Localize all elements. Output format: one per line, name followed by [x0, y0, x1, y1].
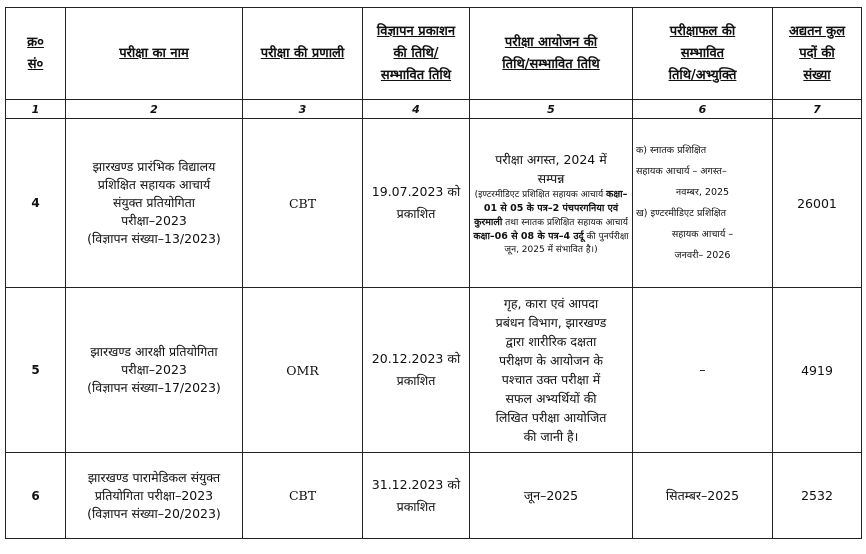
exam-name: झारखण्ड पारामेडिकल संयुक्त प्रतियोगिता परीक्षा–2023 (विज्ञापन संख्या–20/2023) [66, 453, 243, 539]
column-number: 4 [363, 100, 470, 119]
exam-system: OMR [243, 288, 363, 453]
table-row [6, 288, 862, 453]
exam-date-note: (इण्टरमीडिएट प्रशिक्षित सहायक आचार्य कक्षा–01 से 05 के पत्र–2 पंचपरगनिया एवं कुरमाली तथा स्नातक प्रशिक्षित सहायक आचार्य कक्षा–06 से 08 के पत्र–4 उर्दू की पुनर्परीक्षा जून, 2025 में संभावित है।) [473, 188, 629, 255]
exam-schedule-table [5, 7, 862, 539]
exam-date: गृह, कारा एवं आपदा प्रबंधन विभाग, झारखण्ड द्वारा शारीरिक दक्षता परीक्षण के आयोजन के पश्चात उक्त परीक्षा में सफल अभ्यर्थियों की लिखित परीक्षा आयोजित की जानी है। [470, 288, 633, 453]
result-date: क) स्नातक प्रशिक्षित सहायक आचार्य – अगस्त– नवम्बर, 2025 ख) इण्टरमीडिएट प्रशिक्षित सहायक आचार्य – जनवरी– 2026 [633, 119, 773, 288]
ad-date: 20.12.2023 को प्रकाशित [363, 288, 470, 453]
header-exam-date: परीक्षा आयोजन की तिथि/सम्भावित तिथि [470, 8, 633, 100]
serial-number: 4 [6, 119, 66, 288]
column-number: 5 [470, 100, 633, 119]
column-number: 1 [6, 100, 66, 119]
header-ad-date: विज्ञापन प्रकाशन की तिथि/ सम्भावित तिथि [363, 8, 470, 100]
total-posts: 26001 [773, 119, 862, 288]
exam-name: झारखण्ड आरक्षी प्रतियोगिता परीक्षा–2023 (विज्ञापन संख्या–17/2023) [66, 288, 243, 453]
exam-date: जून–2025 [470, 453, 633, 539]
serial-number: 6 [6, 453, 66, 539]
header-serial: क्र० सं० [6, 8, 66, 100]
result-date: सितम्बर–2025 [633, 453, 773, 539]
serial-number: 5 [6, 288, 66, 453]
table-row [6, 453, 862, 539]
column-number-row [6, 100, 862, 119]
exam-system: CBT [243, 119, 363, 288]
table-row [6, 119, 862, 288]
exam-date: परीक्षा अगस्त, 2024 में सम्पन्न (इण्टरमीडिएट प्रशिक्षित सहायक आचार्य कक्षा–01 से 05 के पत्र–2 पंचपरगनिया एवं कुरमाली तथा स्नातक प्रशिक्षित सहायक आचार्य कक्षा–06 से 08 के पत्र–4 उर्दू की पुनर्परीक्षा जून, 2025 में संभावित है।) [470, 119, 633, 288]
header-exam-system: परीक्षा की प्रणाली [243, 8, 363, 100]
header-row [6, 8, 862, 100]
header-total-posts: अद्यतन कुल पदों की संख्या [773, 8, 862, 100]
header-exam-name: परीक्षा का नाम [66, 8, 243, 100]
column-number: 6 [633, 100, 773, 119]
column-number: 3 [243, 100, 363, 119]
total-posts: 2532 [773, 453, 862, 539]
ad-date: 19.07.2023 को प्रकाशित [363, 119, 470, 288]
total-posts: 4919 [773, 288, 862, 453]
header-result-date: परीक्षाफल की सम्भावित तिथि/अभ्युक्ति [633, 8, 773, 100]
result-date: – [633, 288, 773, 453]
exam-system: CBT [243, 453, 363, 539]
exam-name: झारखण्ड प्रारंभिक विद्यालय प्रशिक्षित सहायक आचार्य संयुक्त प्रतियोगिता परीक्षा–2023 (विज्ञापन संख्या–13/2023) [66, 119, 243, 288]
ad-date: 31.12.2023 को प्रकाशित [363, 453, 470, 539]
column-number: 2 [66, 100, 243, 119]
column-number: 7 [773, 100, 862, 119]
